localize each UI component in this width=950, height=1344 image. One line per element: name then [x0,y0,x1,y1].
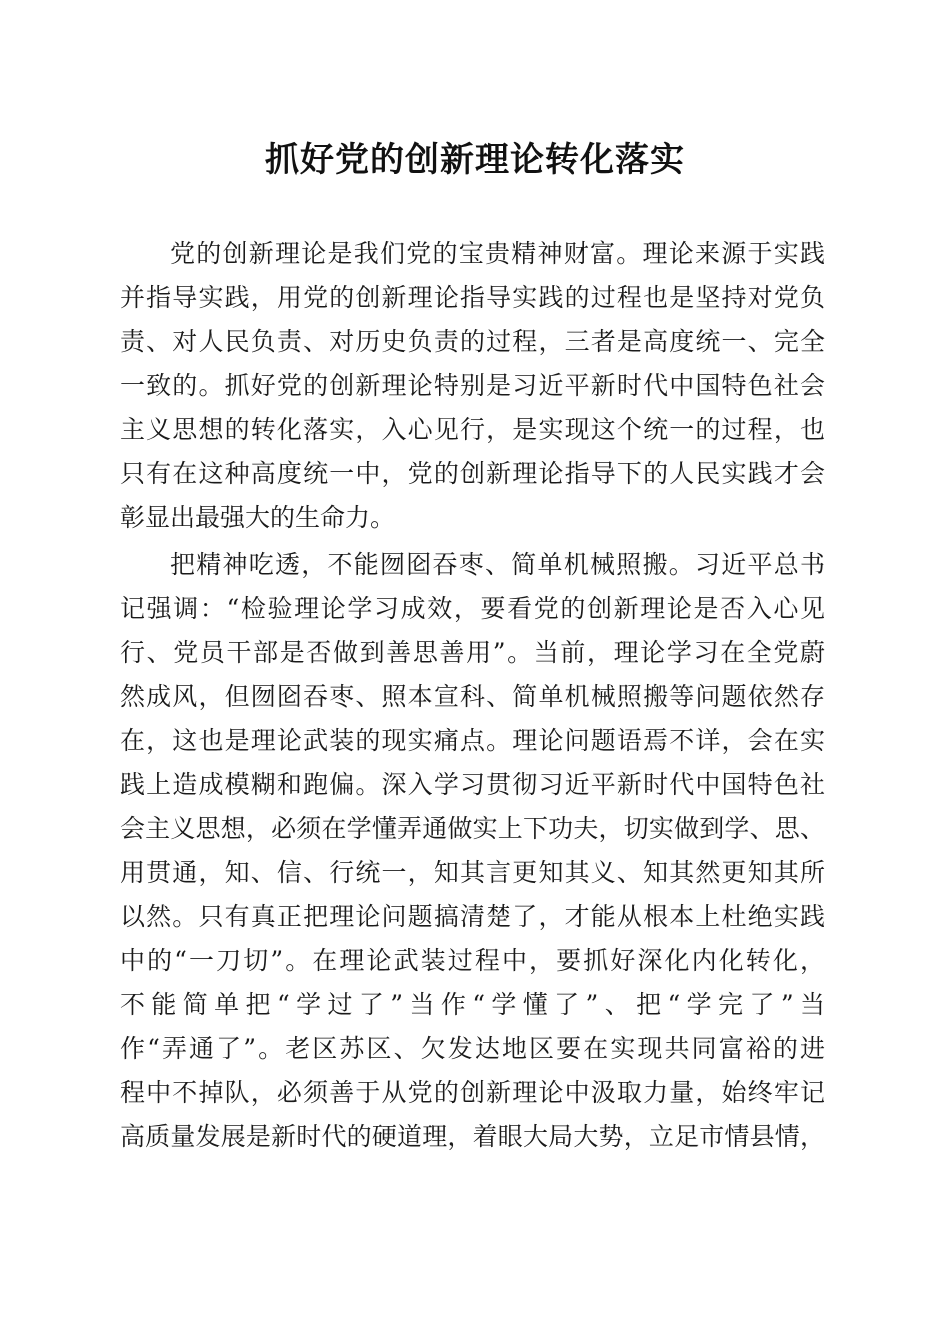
paragraph-1-line-7: 彰显出最强大的生命力。 [120,503,396,532]
paragraph-2-line-6: 践上造成模糊和跑偏。深入学习贯彻习近平新时代中国特色社 [120,770,825,799]
paragraph-2-line-12: 作“弄通了”。老区苏区、欠发达地区要在实现共同富裕的进 [120,1034,825,1063]
paragraph-1-line-5: 主义思想的转化落实，入心见行，是实现这个统一的过程，也 [120,415,825,444]
paragraph-2-line-3: 行、党员干部是否做到善思善用”。当前，理论学习在全党蔚 [120,638,825,667]
document-title: 抓好党的创新理论转化落实 [265,140,685,180]
paragraph-2-line-10: 中的“一刀切”。在理论武装过程中，要抓好深化内化转化， [120,946,825,975]
paragraph-1-line-2: 并指导实践，用党的创新理论指导实践的过程也是坚持对党负 [120,283,825,312]
paragraph-2-line-2: 记强调：“检验理论学习成效，要看党的创新理论是否入心见 [120,594,825,623]
paragraph-2-line-5: 在，这也是理论武装的现实痛点。理论问题语焉不详，会在实 [120,726,825,755]
paragraph-1-line-1: 党的创新理论是我们党的宝贵精神财富。理论来源于实践 [170,239,825,268]
paragraph-2-line-8: 用贯通，知、信、行统一，知其言更知其义、知其然更知其所 [120,858,825,887]
paragraph-2-line-11: 不能简单把“学过了”当作“学懂了”、把“学完了”当 [120,990,825,1019]
paragraph-2-line-7: 会主义思想，必须在学懂弄通做实上下功夫，切实做到学、思、 [120,814,825,843]
paragraph-2-line-9: 以然。只有真正把理论问题搞清楚了，才能从根本上杜绝实践 [120,902,825,931]
paragraph-2-line-14: 高质量发展是新时代的硬道理，着眼大局大势，立足市情县情， [120,1122,825,1151]
paragraph-1-line-4: 一致的。抓好党的创新理论特别是习近平新时代中国特色社会 [120,371,825,400]
paragraph-1-line-3: 责、对人民负责、对历史负责的过程，三者是高度统一、完全 [120,327,825,356]
paragraph-2-line-1: 把精神吃透，不能囫囵吞枣、简单机械照搬。习近平总书 [170,550,825,579]
paragraph-1-line-6: 只有在这种高度统一中，党的创新理论指导下的人民实践才会 [120,459,825,488]
paragraph-2-line-13: 程中不掉队，必须善于从党的创新理论中汲取力量，始终牢记 [120,1078,825,1107]
paragraph-2-line-4: 然成风，但囫囵吞枣、照本宣科、简单机械照搬等问题依然存 [120,682,825,711]
